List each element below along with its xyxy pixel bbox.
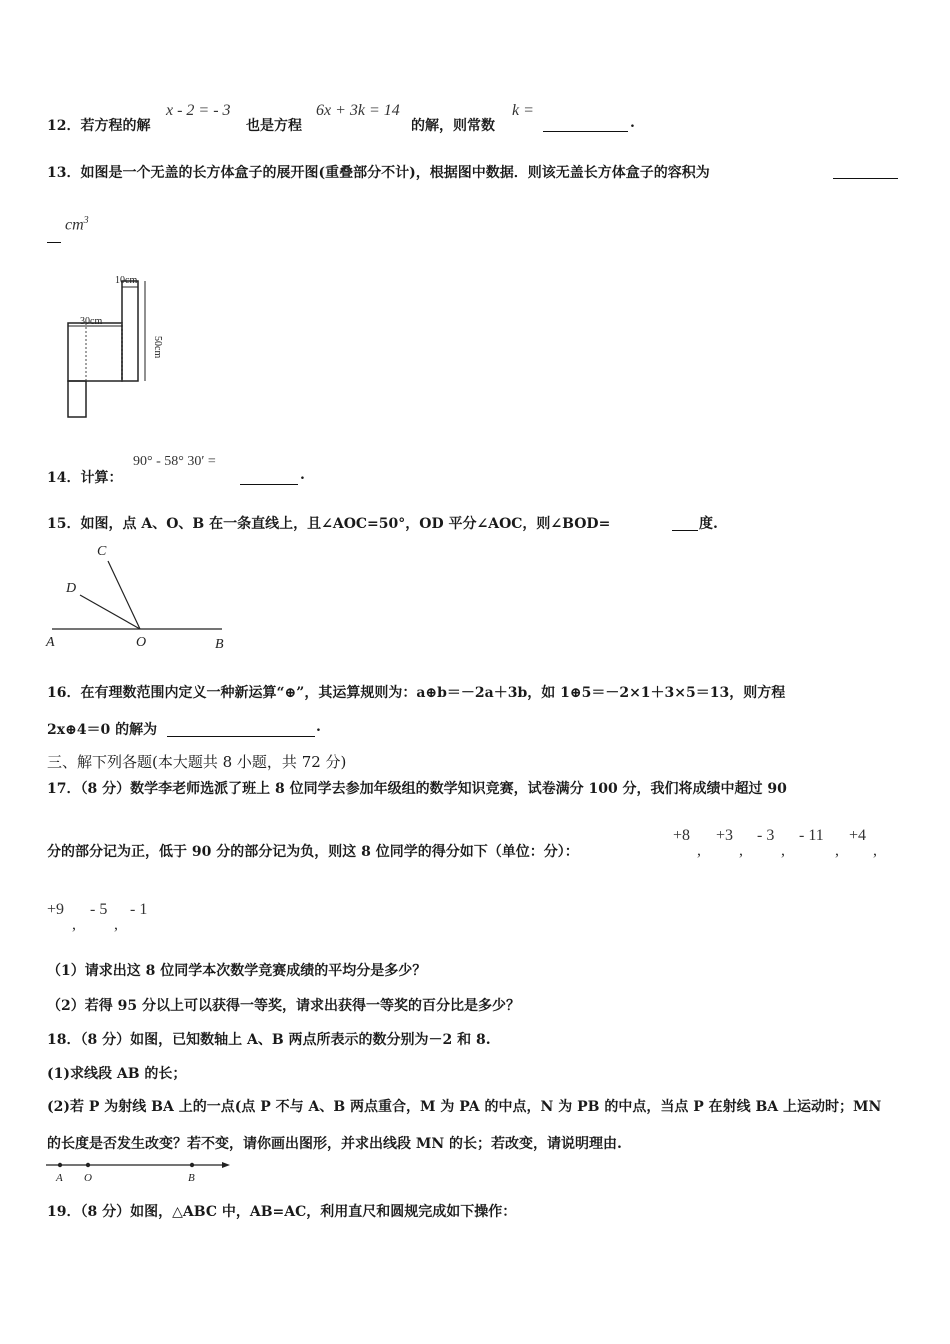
score-sep-6: , <box>72 916 76 933</box>
q12-end: . <box>630 115 635 131</box>
q19-line-1: 19．（8 分）如图，△ABC 中，AB=AC，利用直尺和圆规完成如下操作： <box>47 1204 517 1220</box>
q18-sub-2b: 的长度是否发生改变？若不变，请你画出图形，并求出线段 MN 的长；若改变，请说明理由. <box>47 1136 622 1152</box>
q12-answer-blank[interactable] <box>543 113 628 132</box>
q16-line-2: 2x⊕4＝0 的解为 <box>47 722 158 738</box>
label-D: D <box>66 581 77 596</box>
axis-arrow <box>222 1162 230 1168</box>
axis-label-B: B <box>188 1172 195 1184</box>
score-sep-2: , <box>739 842 743 859</box>
score-sep-4: , <box>835 842 839 859</box>
q13-text: 13．如图是一个无盖的长方体盒子的展开图(重叠部分不计)，根据图中数据．则该无盖长方体盒子的容积为 <box>47 165 710 181</box>
q17-sub-1: （1）请求出这 8 位同学本次数学竞赛成绩的平均分是多少？ <box>47 963 427 979</box>
q12-text-3: 的解，则常数 <box>411 118 495 134</box>
net-tall-panel <box>122 281 138 381</box>
q16-answer-blank[interactable] <box>167 718 315 737</box>
q18-sub-1: (1)求线段 AB 的长； <box>47 1066 187 1082</box>
net-middle-panel <box>68 323 122 381</box>
q13-answer-blank[interactable] <box>833 160 898 179</box>
q13-unit-sup: 3 <box>83 215 89 226</box>
net-bottom-panel <box>68 381 86 417</box>
q17-sub-2: （2）若得 95 分以上可以获得一等奖，请求出获得一等奖的百分比是多少？ <box>47 998 520 1014</box>
dim-label-10cm: 10cm <box>115 275 138 286</box>
label-C: C <box>97 544 107 559</box>
q14-answer-blank[interactable] <box>240 466 298 485</box>
label-B: B <box>215 637 224 652</box>
q15-end: 度. <box>699 516 718 532</box>
score-sep-1: , <box>697 842 701 859</box>
score-5: +4 <box>849 827 867 844</box>
q12-text-1: 若方程的解 <box>80 118 151 134</box>
score-sep-7: , <box>114 916 118 933</box>
ray-OC <box>108 561 140 629</box>
score-6: +9 <box>47 901 65 918</box>
q12-equation-1: x - 2 = - 3 <box>166 102 231 119</box>
ray-OD <box>80 595 140 629</box>
q12-text-2: 也是方程 <box>246 118 302 134</box>
point-B <box>190 1163 194 1167</box>
q14-end: . <box>300 467 305 483</box>
score-8: - 1 <box>130 901 148 918</box>
q13-box-net-figure <box>55 268 165 423</box>
q18-line-1: 18．（8 分）如图，已知数轴上 A、B 两点所表示的数分别为－2 和 8. <box>47 1032 491 1048</box>
q15-answer-blank[interactable] <box>672 512 698 531</box>
score-sep-3: , <box>781 842 785 859</box>
q15-text: 15．如图，点 A、O、B 在一条直线上，且∠AOC=50°，OD 平分∠AOC，则∠BOD= <box>47 516 611 532</box>
q16-line-1: 16．在有理数范围内定义一种新运算“⊕”，其运算规则为：a⊕b＝－2a＋3b，如 1⊕5＝－2×1＋3×5＝13，则方程 <box>47 685 786 701</box>
dim-label-50cm: 50cm <box>152 336 163 359</box>
score-4: - 11 <box>799 827 824 844</box>
q17-line-1: 17．（8 分）数学李老师选派了班上 8 位同学去参加年级组的数学知识竞赛，试卷满分 100 分，我们将成绩中超过 90 <box>47 781 787 797</box>
q12-equation-3: k = <box>512 102 534 119</box>
point-A <box>58 1163 62 1167</box>
score-2: +3 <box>716 827 734 844</box>
point-O <box>86 1163 90 1167</box>
q12-equation-2: 6x + 3k = 14 <box>316 102 400 119</box>
section-3-title: 三、解下列各题(本大题共 8 小题，共 72 分) <box>47 753 347 771</box>
q16-end: . <box>316 719 321 735</box>
q17-line-2: 分的部分记为正，低于 90 分的部分记为负，则这 8 位同学的得分如下（单位：分）： <box>47 844 579 860</box>
score-sep-5: , <box>873 842 877 859</box>
score-1: +8 <box>673 827 691 844</box>
q12-line <box>47 115 150 135</box>
q18-sub-2a: (2)若 P 为射线 BA 上的一点(点 P 不与 A、B 两点重合，M 为 PA 的中点，N 为 PB 的中点，当点 P 在射线 BA 上运动时；MN <box>47 1099 882 1115</box>
q13-unit <box>65 215 89 234</box>
dim-label-30cm: 30cm <box>80 316 103 327</box>
q14-text: 14．计算： <box>47 470 123 486</box>
label-A: A <box>46 635 55 650</box>
q13-answer-blank-2[interactable] <box>47 224 61 243</box>
score-7: - 5 <box>90 901 108 918</box>
q12-number: 12． <box>47 118 81 134</box>
q13-unit-text: cm <box>65 216 84 234</box>
label-O: O <box>136 635 147 650</box>
axis-label-O: O <box>84 1172 92 1184</box>
axis-label-A: A <box>56 1172 63 1184</box>
q15-angle-figure <box>42 540 232 655</box>
q18-number-line <box>42 1157 242 1185</box>
score-3: - 3 <box>757 827 775 844</box>
q14-expression: 90° - 58° 30′ = <box>133 454 216 469</box>
